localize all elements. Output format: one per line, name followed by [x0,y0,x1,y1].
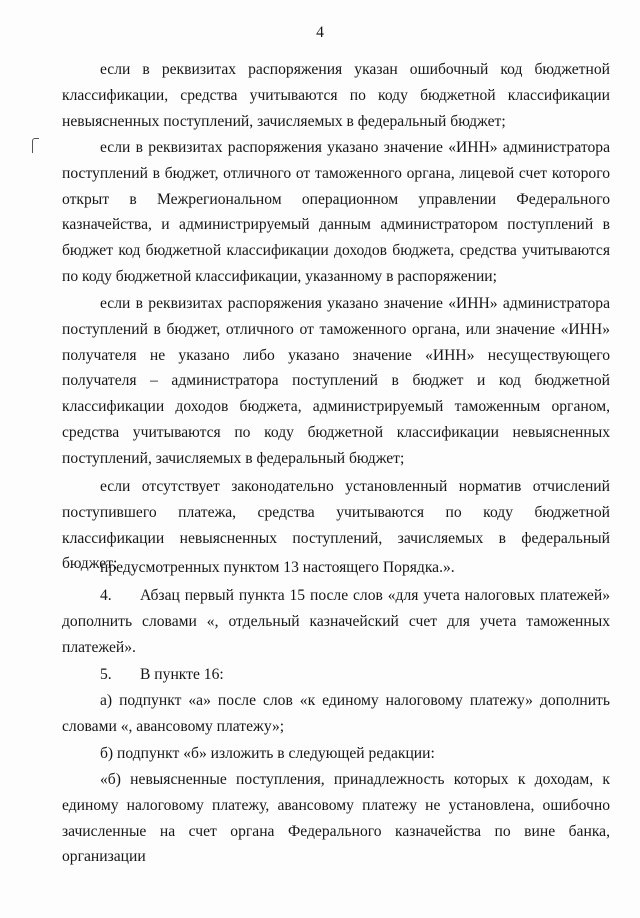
paragraph-inn-not-specified: если в реквизитах распоряжения указано значение «ИНН» администратора поступлений в бюджет, отличного от таможенного органа, или значение «ИНН» получателя не указано либо указано значение «ИНН» несуществующего получателя – администратора поступлений в бюджет и код бюджетной классификации доходов бюджета, администрируемый таможенным органом, средства учитываются по коду бюджетной классификации невыясненных поступлений, зачисляемых в федеральный бюджет; [62,295,610,467]
paragraph-no-deduction-standard: если отсутствует законодательно установленный норматив отчислений поступившего платежа, средства учитываются по коду бюджетной классификации невыясненных поступлений, зачисляемых в федеральный бюджет; [62,478,610,573]
paragraph-subitem-b-text: «б) невыясненные поступления, принадлежность которых к доходам, к единому налоговому платежу, авансовому платежу не установлена, ошибочно зачисленные на счет органа Федерального казначейства по вине банка, организации [62,771,610,866]
item-text: Абзац первый пункта 15 после слов «для учета налоговых платежей» дополнить словами «, отдельный казначейский счет для учета таможенных платежей». [62,587,610,656]
item-number: 5. [100,666,112,683]
paragraph-subitem-b-intro: б) подпункт «б» изложить в следующей редакции: [100,745,435,762]
paragraph-provided-by-item-13: предусмотренных пунктом 13 настоящего Порядка.». [100,559,455,576]
numbered-item-5 [62,662,610,688]
page-number: 4 [316,24,324,41]
paragraph-subitem-a: а) подпункт «а» после слов «к единому налоговому платежу» дополнить словами «, авансовому платежу»; [62,692,610,735]
numbered-item-4 [62,583,610,660]
item-text: В пункте 16: [140,666,224,683]
item-number: 4. [100,587,112,604]
paragraph-inn-non-customs-administrator: если в реквизитах распоряжения указано значение «ИНН» администратора поступлений в бюджет, отличного от таможенного органа, лицевой счет которого открыт в Межрегиональном операционном управлении Федерального казначейства, и администрируемый данным администратором поступлений в бюджет код бюджетной классификации доходов бюджета, средства учитываются по коду бюджетной классификации, указанному в распоряжении; [62,139,610,285]
margin-bracket-mark [32,138,39,153]
paragraph-wrong-budget-code: если в реквизитах распоряжения указан ошибочный код бюджетной классификации, средства учитываются по коду бюджетной классификации невыясненных поступлений, зачисляемых в федеральный бюджет; [62,61,610,130]
